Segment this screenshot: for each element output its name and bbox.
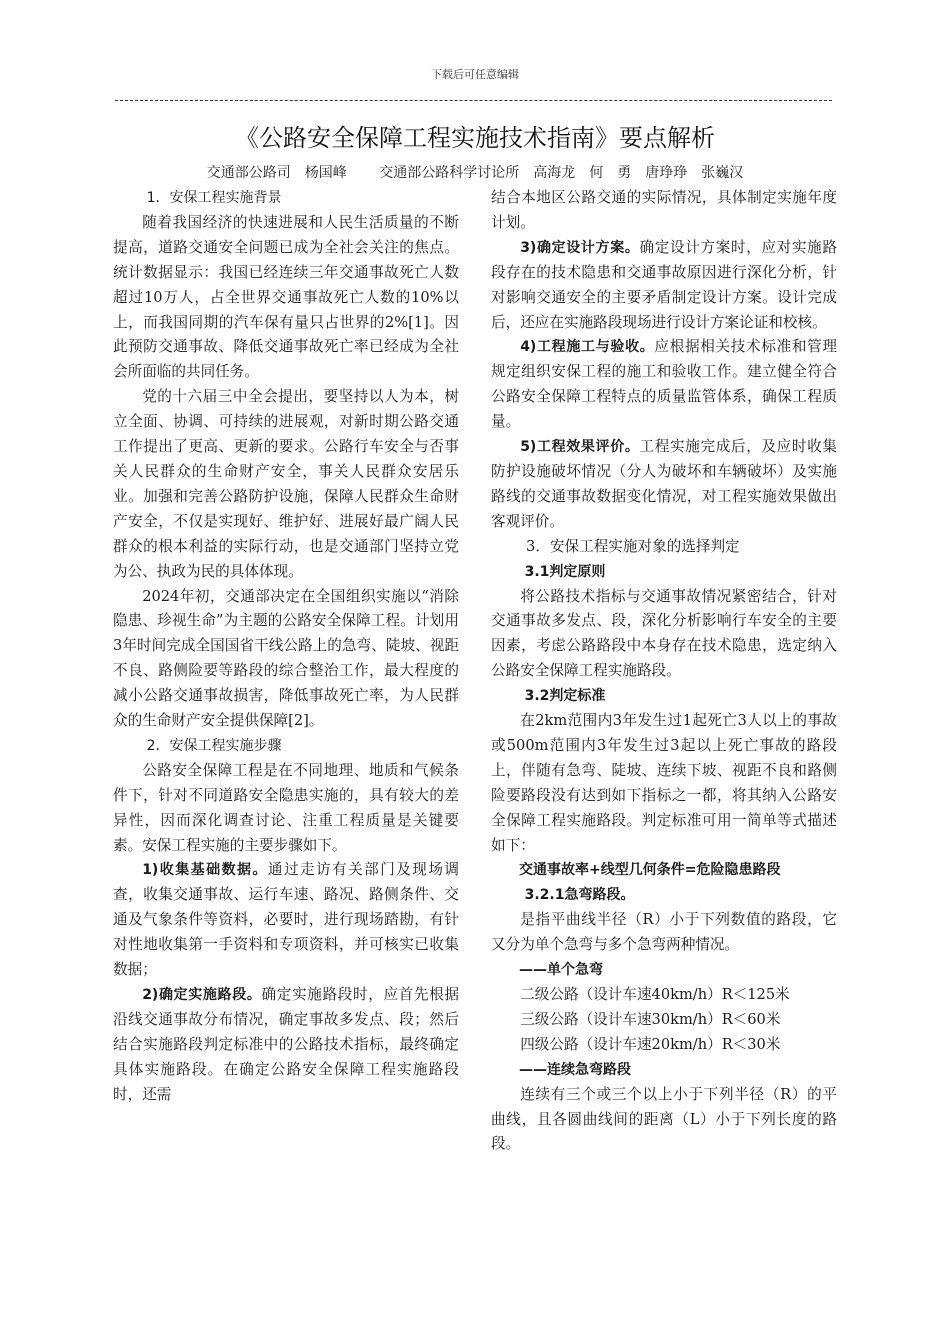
subheading-single-curve: ——单个急弯 (519, 962, 603, 979)
section-3-2-1-heading: 3.2.1急弯路段。 (524, 887, 635, 904)
paragraph: 随着我国经济的快速进展和人民生活质量的不断提高，道路交通安全问题已成为全社会关注的焦点。统计数据显示：我国已经连续三年交通事故死亡人数超过10万人，占全世界交通事故死亡人数的10%以上，而我国同期的汽车保有量只占世界的2%[1]。因此预防交通事故、降低交通事故死亡率已经成为全社会所面临的共同任务。 (113, 213, 459, 381)
step-4 (491, 335, 837, 435)
page-title: 《公路安全保障工程实施技术指南》要点解析 (235, 124, 715, 152)
step-3-lead: 3)确定设计方案。 (520, 239, 640, 256)
section-3-2-heading: 3.2判定标准 (524, 688, 606, 705)
paragraph: 党的十六届三中全会提出，要坚持以人为本，树立全面、协调、可持续的进展观，对新时期公路交通工作提出了更高、更新的要求。公路行车安全与否事关人民群众的生命财产安全，事关人民群众安居乐业。加强和完善公路防护设施，保障人民群众生命财产安全，不仅是实现好、维护好、进展好最广阔人民群众的根本利益的实际行动，也是交通部门坚持立党为公、执政为民的具体体现。 (113, 388, 459, 580)
author-group-2: 交通部公路科学讨论所 高海龙 何 勇 唐琤琤 张巍汉 (379, 165, 744, 181)
paragraph: 在2km范围内3年发生过1起死亡3人以上的事故或500m范围内3年发生过3起以上死亡事故的路段上，伴随有急弯、陡坡、连续下坡、视距不良和路侧险要路段没有达到如下指标之一都，将其纳入公路安全保障工程实施路段。判定标准可用一简单等式描述如下： (491, 712, 837, 854)
step-2 (113, 983, 459, 1108)
step-1-lead: 1)收集基础数据。 (142, 862, 268, 879)
step-3-text: 确定设计方案时，应对实施路段存在的技术隐患和交通事故原因进行深化分析，针对影响交通安全的主要矛盾制定设计方案。设计完成后，还应在实施路段现场进行设计方案论证和校核。 (491, 238, 837, 331)
paragraph: 将公路技术指标与交通事故情况紧密结合，针对交通事故多发点、段，深化分析影响行车安全的主要因素，考虑公路路段中本身存在技术隐患，选定纳入公路安全保障工程实施路段。 (491, 587, 837, 680)
section-1-heading: 1．安保工程实施背景 (146, 190, 282, 206)
step-1-text: 通过走访有关部门及现场调查，收集交通事故、运行车速、路况、路侧条件、交通及气象条件等资料，必要时，进行现场踏勘，有针对性地收集第一手资料和专项资料，并可核实已收集数据； (113, 861, 459, 979)
author-group-1: 交通部公路司 杨国峰 (206, 165, 347, 181)
section-3-heading: 3．安保工程实施对象的选择判定 (526, 537, 740, 555)
header-note: 下载后可任意编辑 (431, 68, 519, 81)
section-3-1-heading: 3.1判定原则 (524, 563, 606, 580)
step-2-text: 确定实施路段时，应首先根据沿线交通事故分布情况，确定事故多发点、段；然后结合实施路段判定标准中的公路技术指标，最终确定具体实施路段。在确定公路安全保障工程实施路段时，还需 (113, 986, 459, 1103)
formula: 交通事故率+线型几何条件=危险隐患路段 (519, 862, 781, 879)
step-1 (113, 858, 459, 983)
step-5 (491, 435, 837, 535)
header-divider (115, 100, 832, 101)
radius-row-grade3: 三级公路（设计车速30km/h）R＜60米 (520, 1010, 781, 1028)
left-column (113, 186, 459, 1108)
paragraph-continued: 结合本地区公路交通的实际情况，具体制定实施年度计划。 (491, 189, 837, 231)
radius-row-grade2: 二级公路（设计车速40km/h）R＜125米 (520, 986, 790, 1003)
right-column (491, 186, 837, 1157)
author-line (0, 162, 950, 182)
step-5-text: 工程实施完成后，及应时收集防护设施破坏情况（分人为破坏和车辆破坏）及实施路线的交通事故数据变化情况，对工程实施效果做出客观评价。 (491, 438, 837, 530)
paragraph: 2024年初，交通部决定在全国组织实施以“消除隐患、珍视生命”为主题的公路安全保障工程。计划用3年时间完成全国国省干线公路上的急弯、陡坡、视距不良、路侧险要等路段的综合整治工作，最大程度的减小公路交通事故损害，降低事故死亡率，为人民群众的生命财产安全提供保障[2]。 (113, 587, 459, 730)
subheading-continuous-curves: ——连续急弯路段 (519, 1061, 631, 1078)
step-5-lead: 5)工程效果评价。 (520, 439, 640, 456)
paragraph: 连续有三个或三个以上小于下列半径（R）的平曲线，且各圆曲线间的距离（L）小于下列长度的路段。 (491, 1085, 837, 1153)
section-2-heading: 2．安保工程实施步骤 (146, 737, 282, 754)
step-3 (491, 236, 837, 336)
step-2-lead: 2)确定实施路段。 (142, 987, 262, 1003)
paragraph: 公路安全保障工程是在不同地理、地质和气候条件下，针对不同道路安全隐患实施的，具有较大的差异性，因而深化调查讨论、注重工程质量是关键要素。安保工程实施的主要步骤如下。 (113, 761, 459, 854)
step-4-lead: 4)工程施工与验收。 (520, 339, 655, 356)
radius-row-grade4: 四级公路（设计车速20km/h）R＜30米 (520, 1035, 781, 1053)
step-4-text: 应根据相关技术标准和管理规定组织安保工程的施工和验收工作。建立健全符合公路安全保障工程特点的质量监管体系，确保工程质量。 (491, 338, 837, 431)
paragraph: 是指平曲线半径（R）小于下列数值的路段，它又分为单个急弯与多个急弯两种情况。 (491, 911, 837, 954)
